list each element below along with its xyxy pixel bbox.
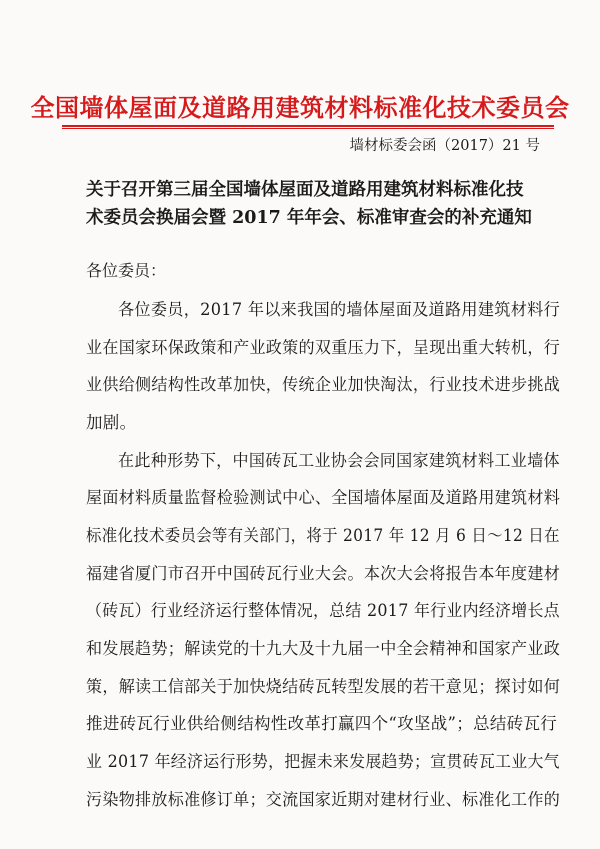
body-line: 业供给侧结构性改革加快，传统企业加快淘汰，行业技术进步挑战	[86, 375, 561, 394]
body-line: 屋面材料质量监督检验测试中心、全国墙体屋面及道路用建筑材料	[86, 488, 561, 507]
body-line: 标准化技术委员会等有关部门，将于 2017 年 12 月 6 日～12 日在	[86, 526, 560, 545]
body-line: 污染物排放标准修订单；交流国家近期对建材行业、标准化工作的	[86, 790, 561, 809]
header-red-rule-top	[62, 125, 554, 127]
organization-title: 全国墙体屋面及道路用建筑材料标准化技术委员会	[30, 93, 570, 122]
header-red-rule-bottom	[62, 128, 554, 129]
body-line: 福建省厦门市召开中国砖瓦行业大会。本次大会将报告本年度建材	[86, 564, 561, 583]
notice-title	[86, 176, 532, 232]
body-line: 加剧。	[86, 413, 137, 432]
salutation: 各位委员：	[86, 261, 167, 280]
body-line: 和发展趋势；解读党的十九大及十九届一中全会精神和国家产业政	[86, 639, 561, 658]
body-line: 在此种形势下，中国砖瓦工业协会会同国家建筑材料工业墙体	[118, 451, 560, 470]
body-line: 各位委员，2017 年以来我国的墙体屋面及道路用建筑材料行	[118, 300, 560, 319]
document-number: 墙材标委会函（2017）21 号	[349, 138, 540, 154]
body-line: 推进砖瓦行业供给侧结构性改革打赢四个“攻坚战”；总结砖瓦行	[86, 714, 558, 733]
notice-title-line: 关于召开第三届全国墙体屋面及道路用建筑材料标准化技	[86, 180, 524, 200]
body-line: 业 2017 年经济运行形势，把握未来发展趋势；宣贯砖瓦工业大气	[86, 752, 560, 771]
notice-title-line: 术委员会换届会暨 2017 年年会、标准审查会的补充通知	[86, 208, 532, 228]
body-line: 策，解读工信部关于加快烧结砖瓦转型发展的若干意见；探讨如何	[86, 677, 561, 696]
body-line: 业在国家环保政策和产业政策的双重压力下，呈现出重大转机，行	[86, 338, 561, 357]
body-line: （砖瓦）行业经济运行整体情况，总结 2017 年行业内经济增长点	[86, 601, 560, 620]
